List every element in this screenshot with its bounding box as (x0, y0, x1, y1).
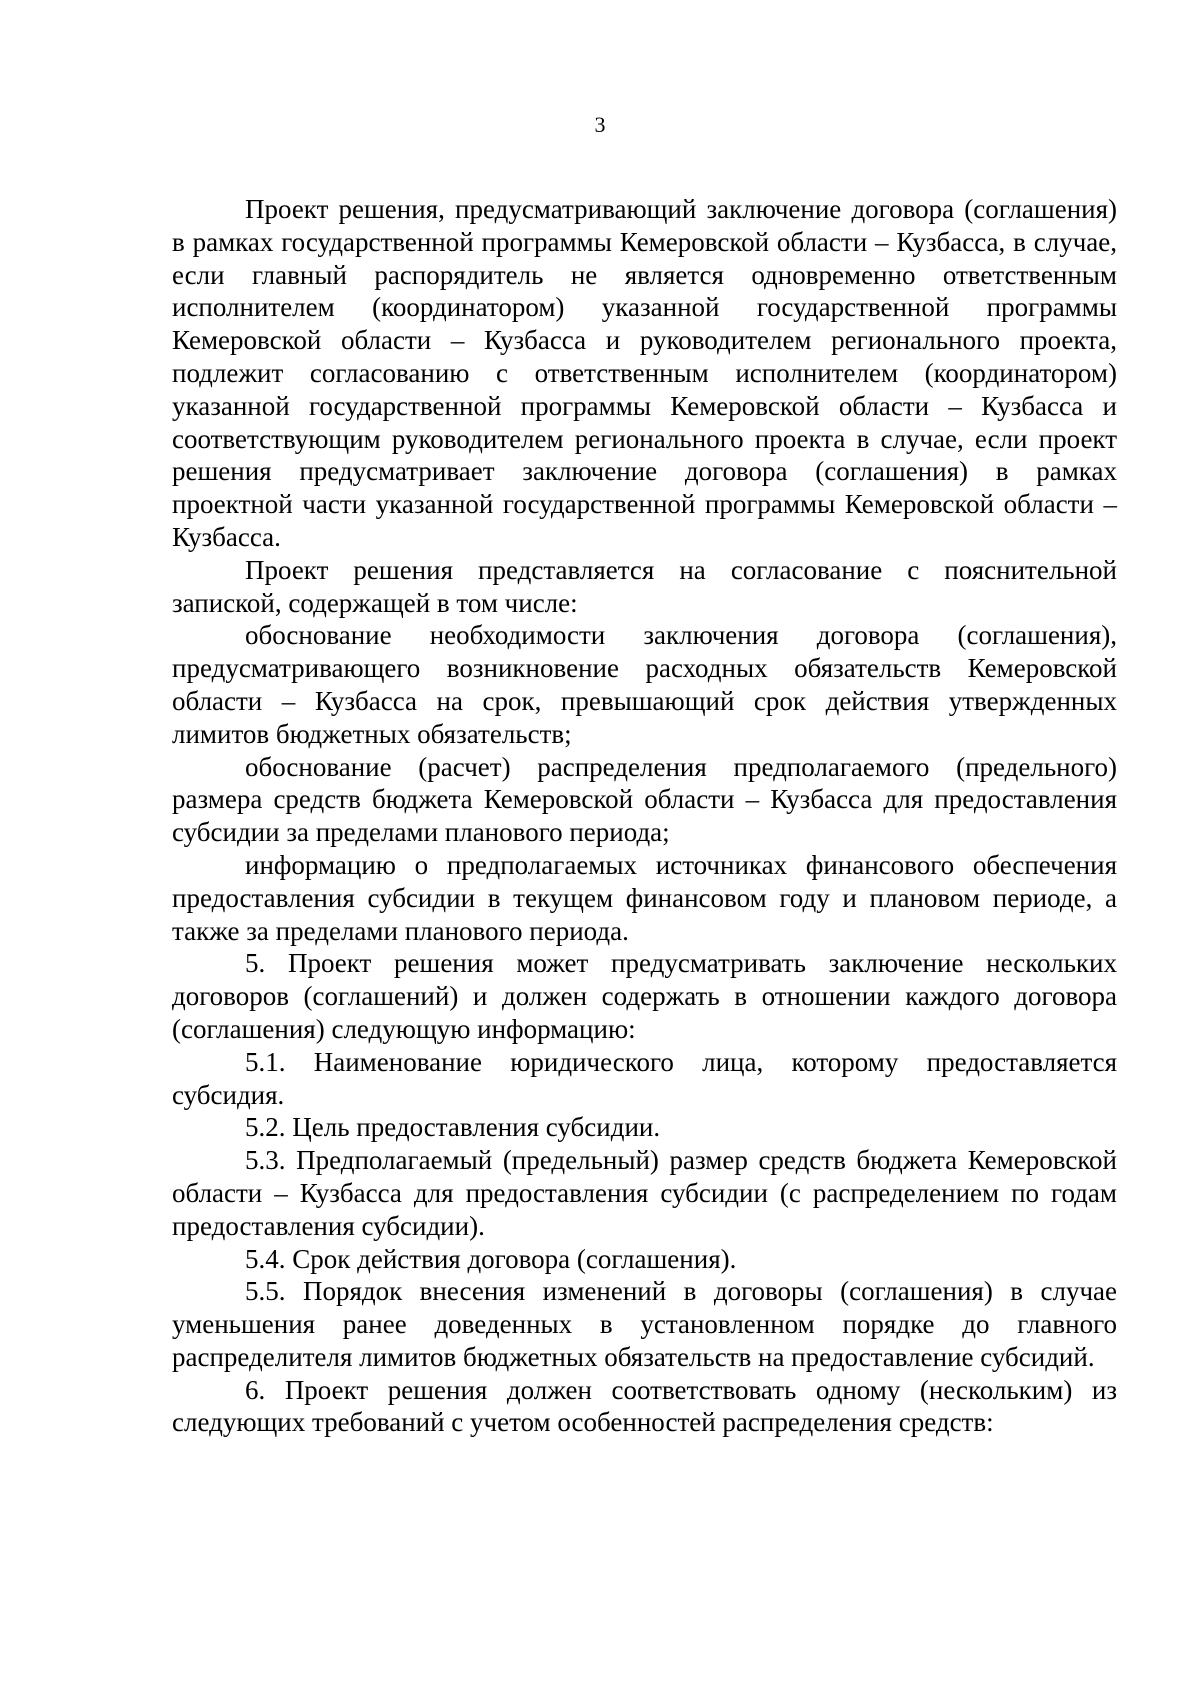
paragraph-item-5-5: 5.5. Порядок внесения изменений в договоры (соглашения) в случае уменьшения ранее доведенных в установленном порядке до главного распределителя лимитов бюджетных обязательств на предоставление субсидий. (172, 1276, 1117, 1372)
paragraph-item-5-2: 5.2. Цель предоставления субсидии. (245, 1112, 661, 1143)
paragraph-item-5-1: 5.1. Наименование юридического лица, которому предоставляется субсидия. (172, 1046, 1117, 1110)
paragraph-item-6: 6. Проект решения должен соответствовать одному (нескольким) из следующих требований с учетом особенностей распределения средств: (172, 1374, 1117, 1438)
paragraph-item-5-3: 5.3. Предполагаемый (предельный) размер средств бюджета Кемеровской области – Кузбасса для предоставления субсидии (с распределением по годам предоставления субсидии). (172, 1145, 1117, 1241)
paragraph-project-approval: Проект решения, предусматривающий заключение договора (соглашения) в рамках государственной программы Кемеровской области – Кузбасса, в случае, если главный распорядитель не является одновременно ответственным исполнителем (координатором) указанной государственной программы Кемеровской области – Кузбасса и руководителем регионального проекта, подлежит согласованию с ответственным исполнителем (координатором) указанной государственной программы Кемеровской области – Кузбасса и соответствующим руководителем регионального проекта в случае, если проект решения предусматривает заключение договора (соглашения) в рамках проектной части указанной государственной программы Кемеровской области – Кузбасса. (172, 194, 1117, 552)
page-number: 3 (594, 112, 606, 137)
paragraph-explanatory-note: Проект решения представляется на согласование с пояснительной запиской, содержащей в том числе: (172, 554, 1117, 618)
paragraph-item-5: 5. Проект решения может предусматривать заключение нескольких договоров (соглашений) и должен содержать в отношении каждого договора (соглашения) следующую информацию: (172, 948, 1117, 1044)
paragraph-funding-sources: информацию о предполагаемых источниках финансового обеспечения предоставления субсидии в текущем финансовом году и плановом периоде, а также за пределами планового периода. (172, 849, 1117, 946)
paragraph-justification-calculation: обоснование (расчет) распределения предполагаемого (предельного) размера средств бюджета Кемеровской области – Кузбасса для предоставления субсидии за пределами планового периода; (172, 751, 1117, 848)
paragraph-item-5-4: 5.4. Срок действия договора (соглашения). (245, 1243, 737, 1274)
document-body (172, 193, 1117, 1439)
paragraph-justification-necessity: обоснование необходимости заключения договора (соглашения), предусматривающего возникновение расходных обязательств Кемеровской области – Кузбасса на срок, превышающий срок действия утвержденных лимитов бюджетных обязательств; (172, 620, 1117, 749)
